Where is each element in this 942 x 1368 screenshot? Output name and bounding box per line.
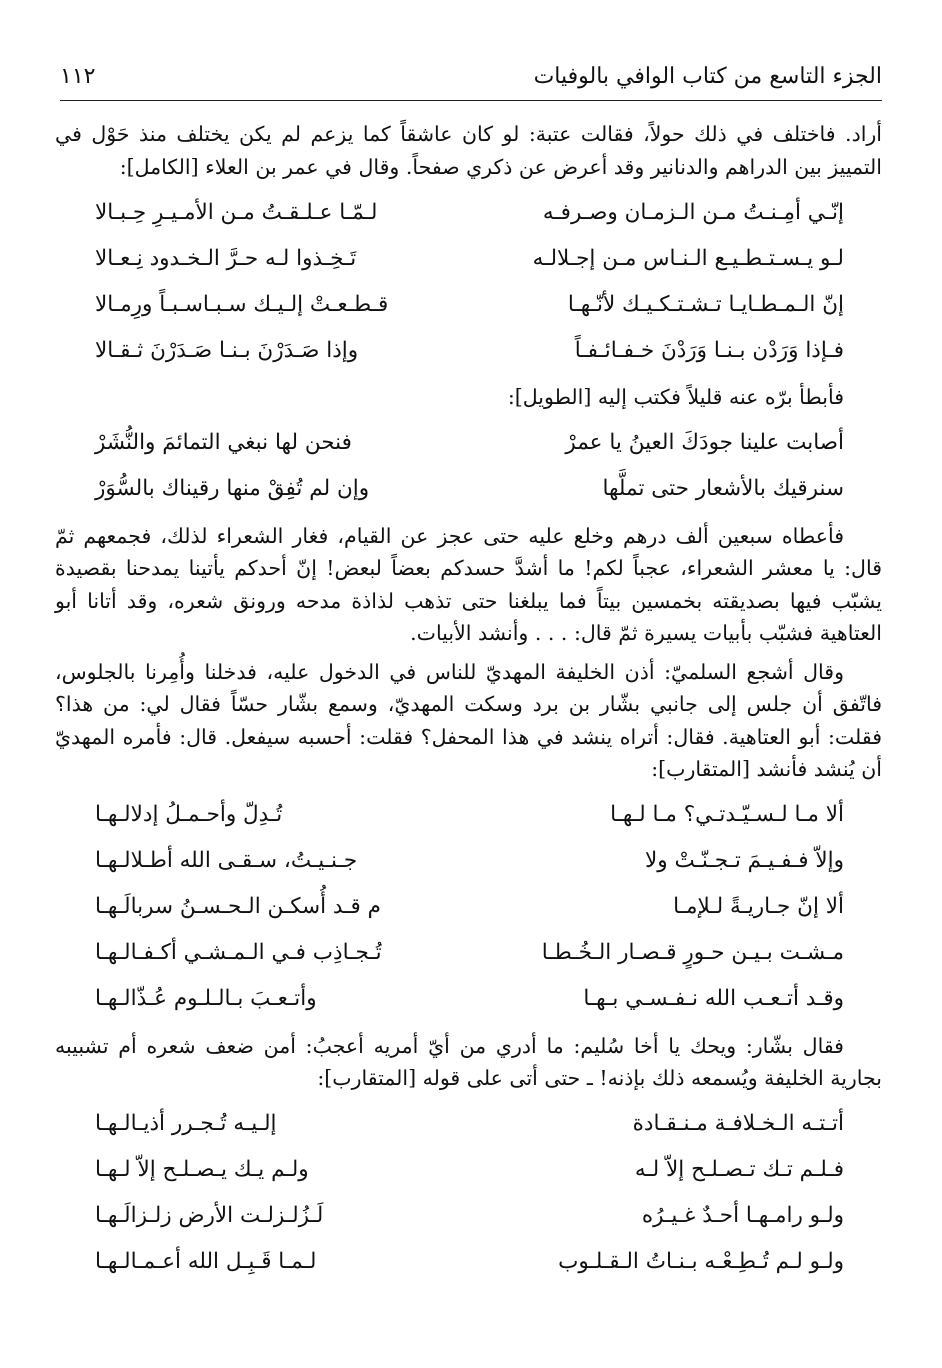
header-rule bbox=[60, 100, 882, 101]
verse-line bbox=[55, 838, 882, 884]
first-hemistich: أصابت علينا جودَكَ العينُ يا عمرْ bbox=[565, 430, 844, 455]
verse-line bbox=[55, 884, 882, 930]
first-hemistich: ألا إنّ جـاريـةً لـلإمـا bbox=[673, 894, 844, 919]
prose-paragraph: فأعطاه سبعين ألف درهم وخلع عليه حتى عجز عن القيام، فغار الشعراء لذلك، فجمعهم ثمّ قال: يا معشر الشعراء، عجباً لكم! ما أشدَّ حسدكم بعضاً لبعض! إنّ أحدكم يأتينا يمدحنا بقصيدة يشبّب فيها بصديقته بخمسين بيتاً فما يبلغنا حتى تذهب لذاذة مدحه ورونق شعره، وقد أتانا أبو العتاهية فشبّب بأبيات يسيرة ثمّ قال: . . . وأنشد الأبيات. bbox=[55, 523, 882, 645]
prose-paragraph: فقال بشّار: ويحك يا أخا سُليم: ما أدري من أيّ أمريه أعجبُ: أمن ضعف شعره أم تشبيبه بجارية الخليفة ويُسمعه ذلك بإذنه! ـ حتى أتى على قوله [المتقارب]: bbox=[55, 1033, 882, 1090]
first-hemistich: لـو يـسـتـطـيـع الـنـاس مـن إجـلالـه bbox=[532, 245, 844, 271]
poem bbox=[55, 792, 882, 1022]
second-hemistich: لـمـا قَـبِـل الله أعـمـالـهـا bbox=[95, 1249, 317, 1274]
first-hemistich: ولـو رامـهـا أحـدٌ غـيـرُه bbox=[641, 1203, 844, 1228]
page-body bbox=[55, 118, 882, 1293]
verse-line bbox=[55, 235, 882, 281]
second-hemistich: جـنـيـتُ، سـقـى الله أطـلالـهـا bbox=[95, 848, 358, 873]
verse-line bbox=[55, 1193, 882, 1239]
first-hemistich: إنّ الـمـطـايـا تـشـتـكـيـك لأنّـهـا bbox=[567, 291, 844, 317]
verse-line bbox=[55, 930, 882, 976]
verse-line bbox=[55, 189, 882, 235]
first-hemistich: فـلـم تـك تـصـلـح إلاّ لـه bbox=[634, 1157, 844, 1182]
first-hemistich: وإلاّ فـفـيـمَ تـجـنّـتْ ولا bbox=[645, 848, 844, 873]
running-title: الجزء التاسع من كتاب الوافي بالوفيات bbox=[533, 63, 882, 89]
verse-line bbox=[55, 466, 882, 512]
prose-paragraph: وقال أشجع السلميّ: أذن الخليفة المهديّ للناس في الدخول عليه، فدخلنا وأُمِرنا بالجلوس، فاتّفق أن جلس إلى جانبي بشّار بن برد وسكت المهديّ، وسمع بشّار حسّاً فقال لي: من هذا؟ فقلت: أبو العتاهية. فقال: أتراه ينشد في هذا المحفل؟ فقلت: أحسبه سيفعل. قال: فأمره المهديّ أن يُنشد فأنشد [المتقارب]: bbox=[55, 659, 882, 781]
first-hemistich: وقـد أتـعـب الله نـفـسـي بـهـا bbox=[583, 986, 844, 1011]
second-hemistich: فنحن لها نبغي التمائمَ والنُّشَرْ bbox=[95, 430, 352, 455]
verse-line bbox=[55, 1239, 882, 1285]
verse-line bbox=[55, 976, 882, 1022]
second-hemistich: قـطـعـتْ إلـيـك سـبـاسـبـاً ورِمـالا bbox=[95, 291, 389, 317]
second-hemistich: لَـزُلـزلـت الأرض زلـزالَـهـا bbox=[95, 1203, 324, 1228]
verse-line bbox=[55, 1101, 882, 1147]
first-hemistich: ولـو لـم تُـطِـعْـه بـنـاتُ الـقـلـوب bbox=[558, 1249, 844, 1274]
poem bbox=[55, 189, 882, 373]
second-hemistich: لـمّـا عـلـقـتُ مـن الأمـيـرِ حِـبـالا bbox=[95, 199, 378, 225]
verse-line bbox=[55, 792, 882, 838]
first-hemistich: سنرقيك بالأشعار حتى تملَّها bbox=[602, 476, 844, 501]
second-hemistich: م قـد أُسكـن الـحـسـنُ سربالَـهـا bbox=[95, 894, 381, 919]
poem bbox=[55, 1101, 882, 1285]
prose-paragraph: أراد. فاختلف في ذلك حولاً، فقالت عتبة: لو كان عاشقاً كما يزعم لم يكن يختلف منذ حَوْل في التمييز بين الدراهم والدنانير وقد أعرض عن ذكري صفحاً. وقال في عمر بن العلاء [الكامل]: bbox=[55, 122, 882, 179]
verse-line bbox=[55, 281, 882, 327]
verse-line bbox=[55, 327, 882, 373]
page-header bbox=[60, 58, 882, 94]
second-hemistich: وإن لم تُفِقْ منها رقيناك بالسُّوَرْ bbox=[95, 476, 370, 501]
verse-line bbox=[55, 1147, 882, 1193]
first-hemistich: أتـتـه الـخـلافـة مـنـقـادة bbox=[632, 1111, 844, 1136]
first-hemistich: إنّـي أمِـنـتُ مـن الـزمـان وصـرفـه bbox=[542, 199, 844, 225]
prose-paragraph: فأبطأ برّه عنه قليلاً فكتب إليه [الطويل]: bbox=[507, 385, 844, 409]
page-number: ١١٢ bbox=[60, 63, 96, 89]
poem bbox=[55, 420, 882, 512]
second-hemistich: وإذا صَـدَرْنَ بـنـا صَـدَرْنَ ثـقـالا bbox=[95, 337, 359, 363]
second-hemistich: وأتـعـبَ بـالـلـوم عُـذّالـهـا bbox=[95, 986, 317, 1011]
second-hemistich: إلـيـه تُـجـرر أذيـالـهـا bbox=[95, 1111, 277, 1136]
verse-line bbox=[55, 420, 882, 466]
first-hemistich: فـإذا وَرَدْن بـنـا وَرَدْنَ خـفـائـفـاً bbox=[574, 337, 844, 363]
first-hemistich: ألا مـا لـسـيّـدتـي؟ مـا لـهـا bbox=[610, 802, 844, 827]
second-hemistich: تُـدِلّ وأحـمـلُ إدلالـهـا bbox=[95, 802, 283, 827]
second-hemistich: تَـخِـذوا لـه حـرَّ الـخـدود نِـعـالا bbox=[95, 245, 357, 271]
second-hemistich: ولـم يـك يـصـلـح إلاّ لـهـا bbox=[95, 1157, 309, 1182]
first-hemistich: مـشـت بـيـن حـورٍ قـصـار الـخُـطـا bbox=[541, 940, 844, 965]
second-hemistich: تُـجـاذِب فـي الـمـشـي أكـفـالـهـا bbox=[95, 940, 382, 965]
